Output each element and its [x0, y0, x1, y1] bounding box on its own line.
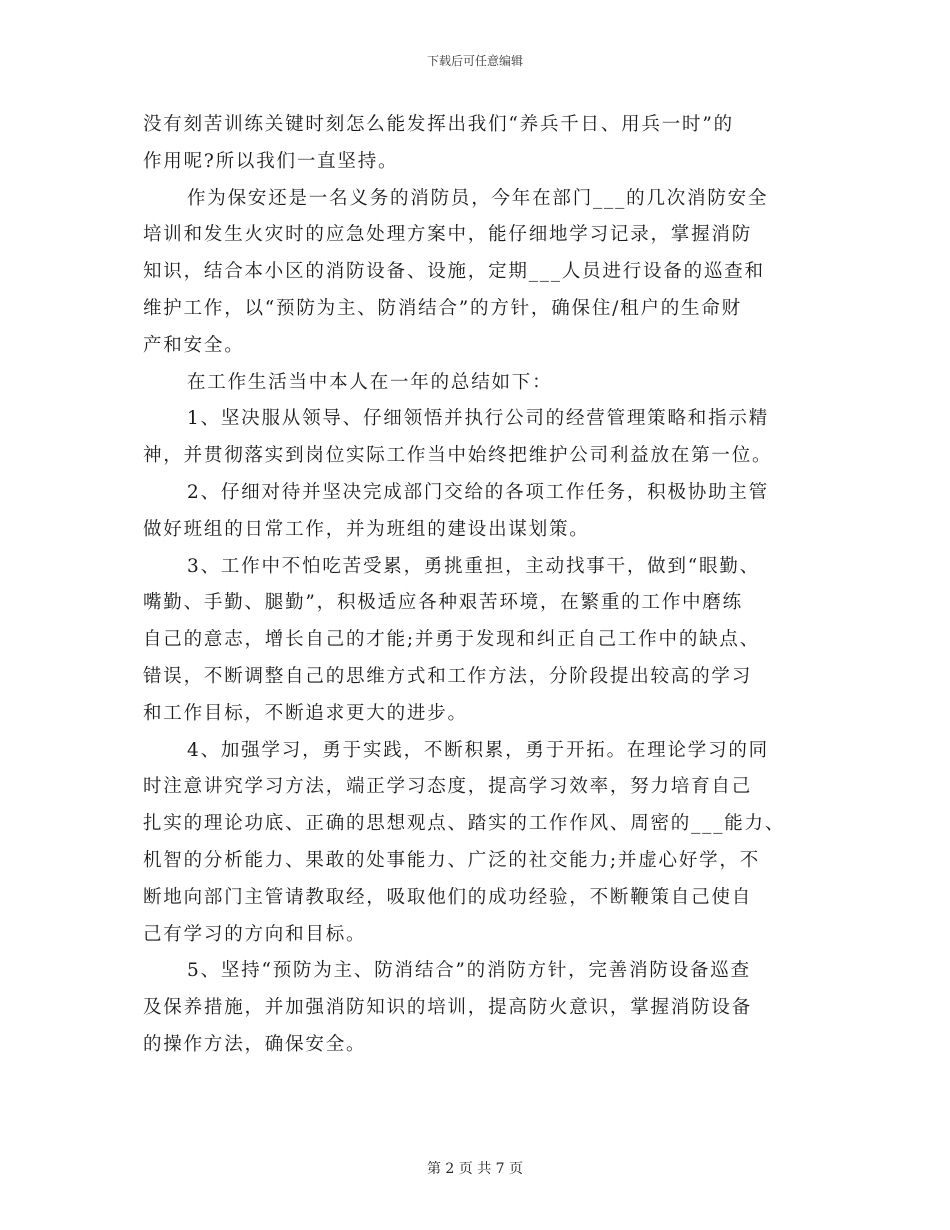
document-body [143, 107, 809, 1064]
text-line: 4、加强学习，勇于实践，不断积累，勇于开拓。在理论学习的同 [187, 739, 769, 761]
text-line: 维护工作，以“预防为主、防消结合”的方针，确保住/租户的生命财 [143, 297, 742, 319]
text-line: 作用呢?所以我们一直坚持。 [143, 150, 399, 172]
text-line: 作为保安还是一名义务的消防员，今年在部门___的几次消防安全 [187, 187, 769, 209]
text-line: 神，并贯彻落实到岗位实际工作当中始终把维护公司利益放在第一位。 [143, 445, 773, 467]
text-line: 产和安全。 [143, 334, 245, 356]
page-header: 下载后可任意编辑 [426, 54, 523, 68]
text-line: 机智的分析能力、果敢的处事能力、广泛的社交能力;并虚心好学，不 [143, 849, 761, 871]
text-line: 的操作方法，确保安全。 [143, 1033, 367, 1055]
text-line: 5、坚持“预防为主、防消结合”的消防方针，完善消防设备巡查 [187, 960, 751, 982]
text-line: 知识，结合本小区的消防设备、设施，定期___人员进行设备的巡查和 [143, 261, 765, 283]
text-line: 错误，不断调整自己的思维方式和工作方法，分阶段提出较高的学习 [143, 665, 753, 687]
text-line: 己有学习的方向和目标。 [143, 923, 367, 945]
text-line: 断地向部门主管请教取经，吸取他们的成功经验，不断鞭策自己使自 [143, 886, 753, 908]
text-line: 在工作生活当中本人在一年的总结如下： [187, 371, 553, 393]
text-line: 自己的意志，增长自己的才能;并勇于发现和纠正自己工作中的缺点、 [143, 629, 761, 651]
page-footer: 第 2 页 共 7 页 [426, 1161, 524, 1177]
text-line: 1、坚决服从领导、仔细领悟并执行公司的经营管理策略和指示精 [187, 408, 769, 430]
text-line: 3、工作中不怕吃苦受累，勇挑重担，主动找事干，做到“眼勤、 [187, 555, 760, 577]
text-line: 2、仔细对待并坚决完成部门交给的各项工作任务，积极协助主管 [187, 481, 769, 503]
text-line: 嘴勤、手勤、腿勤”，积极适应各种艰苦环境，在繁重的工作中磨练 [143, 592, 743, 614]
text-line: 没有刻苦训练关键时刻怎么能发挥出我们“养兵千日、用兵一时”的 [143, 114, 734, 135]
text-line: 扎实的理论功底、正确的思想观点、踏实的工作作风、周密的___能力、 [143, 813, 786, 835]
text-line: 做好班组的日常工作，并为班组的建设出谋划策。 [143, 518, 590, 540]
text-line: 和工作目标，不断追求更大的进步。 [143, 702, 468, 724]
text-line: 时注意讲究学习方法，端正学习态度，提高学习效率，努力培育自己 [143, 776, 753, 798]
text-line: 及保养措施，并加强消防知识的培训，提高防火意识，掌握消防设备 [143, 997, 753, 1019]
text-line: 培训和发生火灾时的应急处理方案中，能仔细地学习记录，掌握消防 [143, 224, 753, 246]
